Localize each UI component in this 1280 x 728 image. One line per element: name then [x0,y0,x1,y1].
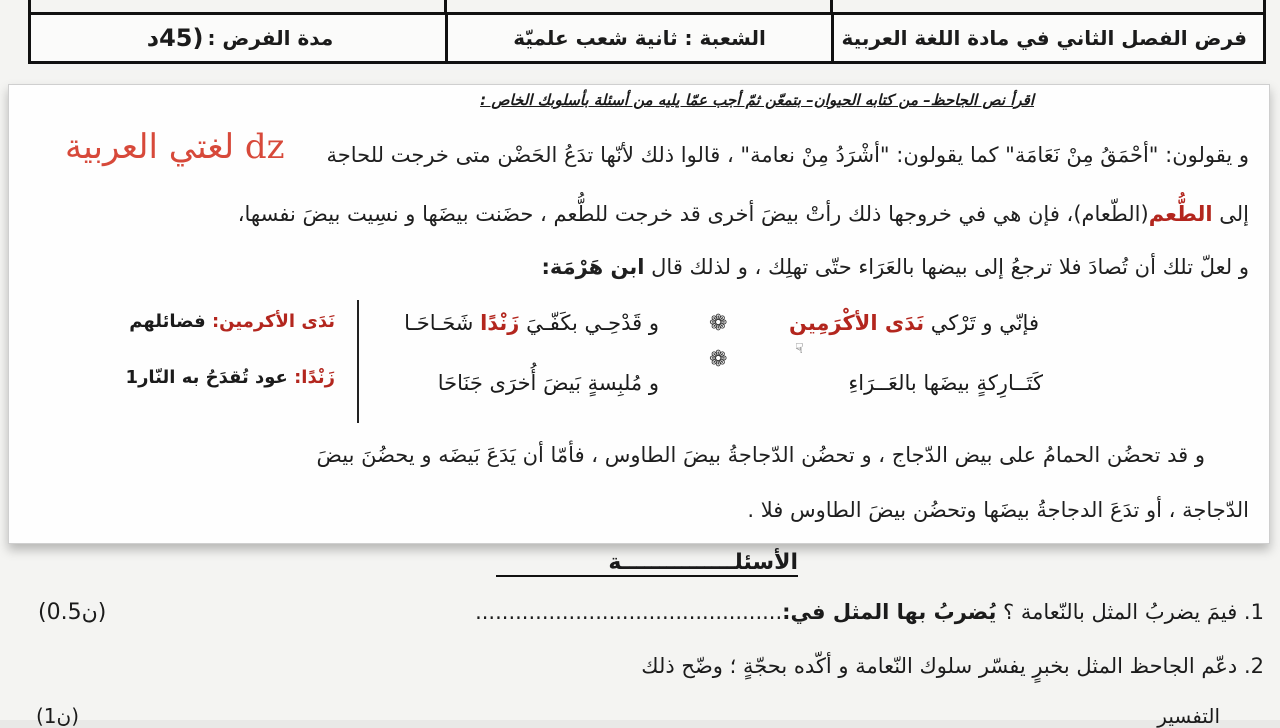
passage-instruction: اقرأ نص الجاحظ– من كتابه الحيوان– بتمعّن ثمّ أجب عمّا يليه من أسئلة بأسلوبك الخاص : [480,91,1034,109]
watermark-text: لغتي العربية dz [65,127,285,167]
duration-label: مدة الفرض : [207,26,334,50]
passage-line-4: و قد تحضُن الحمامُ على بيض الدّجاج ، و تحضُن الدّجاجةُ بيضَ الطاوس ، فأمّا أن يَدَعَ بَيضَه و يحضُنَ بيضَ [316,443,1205,467]
question-1-text: 1. فيمَ يضربُ المثل بالنّعامة ؟ [996,600,1264,624]
line2-rest: (الطّعام)، فإن هي في خروجها ذلك رأتْ بيضَ أخرى قد خرجت للطُّعم ، حضَنت بيضَها و نسِيت بيضَ نفسها، [237,202,1149,226]
passage-line-1: و يقولون: "أحْمَقُ مِنْ نَعَامَة" كما يقولون: "أشْرَدُ مِنْ نعامة" ، قالوا ذلك لأنّها تدَعُ الحَضْن متى خرجت للحاجة [326,143,1249,167]
glossary-divider [357,300,359,423]
question-1 [475,600,1264,624]
verse-1-first-hemistich [789,311,1039,335]
questions-title: الأسئلـــــــــــــــة [496,550,798,577]
line2-prefix: إلى [1212,202,1249,226]
verse1-left-red: زَنْدًا [480,311,520,335]
verse-2-first-hemistich: كَتَــارِكةٍ بيضَها بالعَــرَاءِ [848,371,1043,395]
header-divider [444,0,447,12]
flower-icon: ❁ [709,347,728,372]
exam-branch: الشعبة : ثانية شعب علميّة [445,15,831,61]
verse-1-second-hemistich [404,311,659,335]
verse1-left-text: و قَدْحِـي بكَفّـيَ [519,311,659,335]
exam-header-table [28,12,1266,64]
glossary-item-2 [126,367,335,388]
verse1-right-text: فإنّي و تَرْكي [924,311,1039,335]
passage-line-5: الدّجاجة ، أو تدَعَ الدجاجةُ بيضَها وتحضُن بيضَ الطاوس فلا . [747,498,1249,522]
passage-line-3 [541,255,1249,279]
highlighted-word-tuum: الطُّعم [1148,202,1213,226]
question-2-subpart: التفسير [1157,704,1220,728]
glossary-meaning: عود تُقدَحُ به النّار1 [125,367,295,388]
glossary-term: زَنْدًا: [294,367,335,388]
verse1-right-red: نَدَى الأكْرَمِين [788,311,925,335]
line3-prefix: و لعلّ تلك أن تُصادَ فلا ترجعُ إلى بيضها بالعَرَاء حتّى تهلِك ، و لذلك قال [644,255,1249,279]
question-2: 2. دعّم الجاحظ المثل بخبرٍ يفسّر سلوك النّعامة و أكّده بحجّةٍ ؛ وضّح ذلك [641,654,1264,678]
question-1-prompt: يُضربُ بها المثل في: [782,600,997,624]
verse1-left-tail: شَحَـاحَـا [404,311,481,335]
verse-2-second-hemistich: و مُلبِسةٍ بَيضَ أُخرَى جَنَاحَا [437,371,659,395]
question-1-score: (0.5ن) [38,600,107,625]
mouse-cursor-icon: ☟ [795,341,804,357]
glossary-meaning: فضائلهم [129,311,212,332]
exam-duration [31,15,445,61]
header-divider [830,0,833,12]
duration-value: (45د [146,24,204,52]
exam-subject: فرض الفصل الثاني في مادة اللغة العربية [831,15,1263,61]
passage-box [8,84,1270,544]
glossary-term: نَدَى الأكرمين: [211,311,335,332]
header-top-border [28,0,1266,12]
glossary-item-1 [129,311,335,332]
flower-icon: ❁ [709,311,728,336]
passage-line-2 [238,202,1249,226]
poet-name: ابن هَرْمَة: [541,255,645,279]
answer-dots: .............................................. [475,600,783,624]
question-2-score: (1ن) [36,704,80,728]
